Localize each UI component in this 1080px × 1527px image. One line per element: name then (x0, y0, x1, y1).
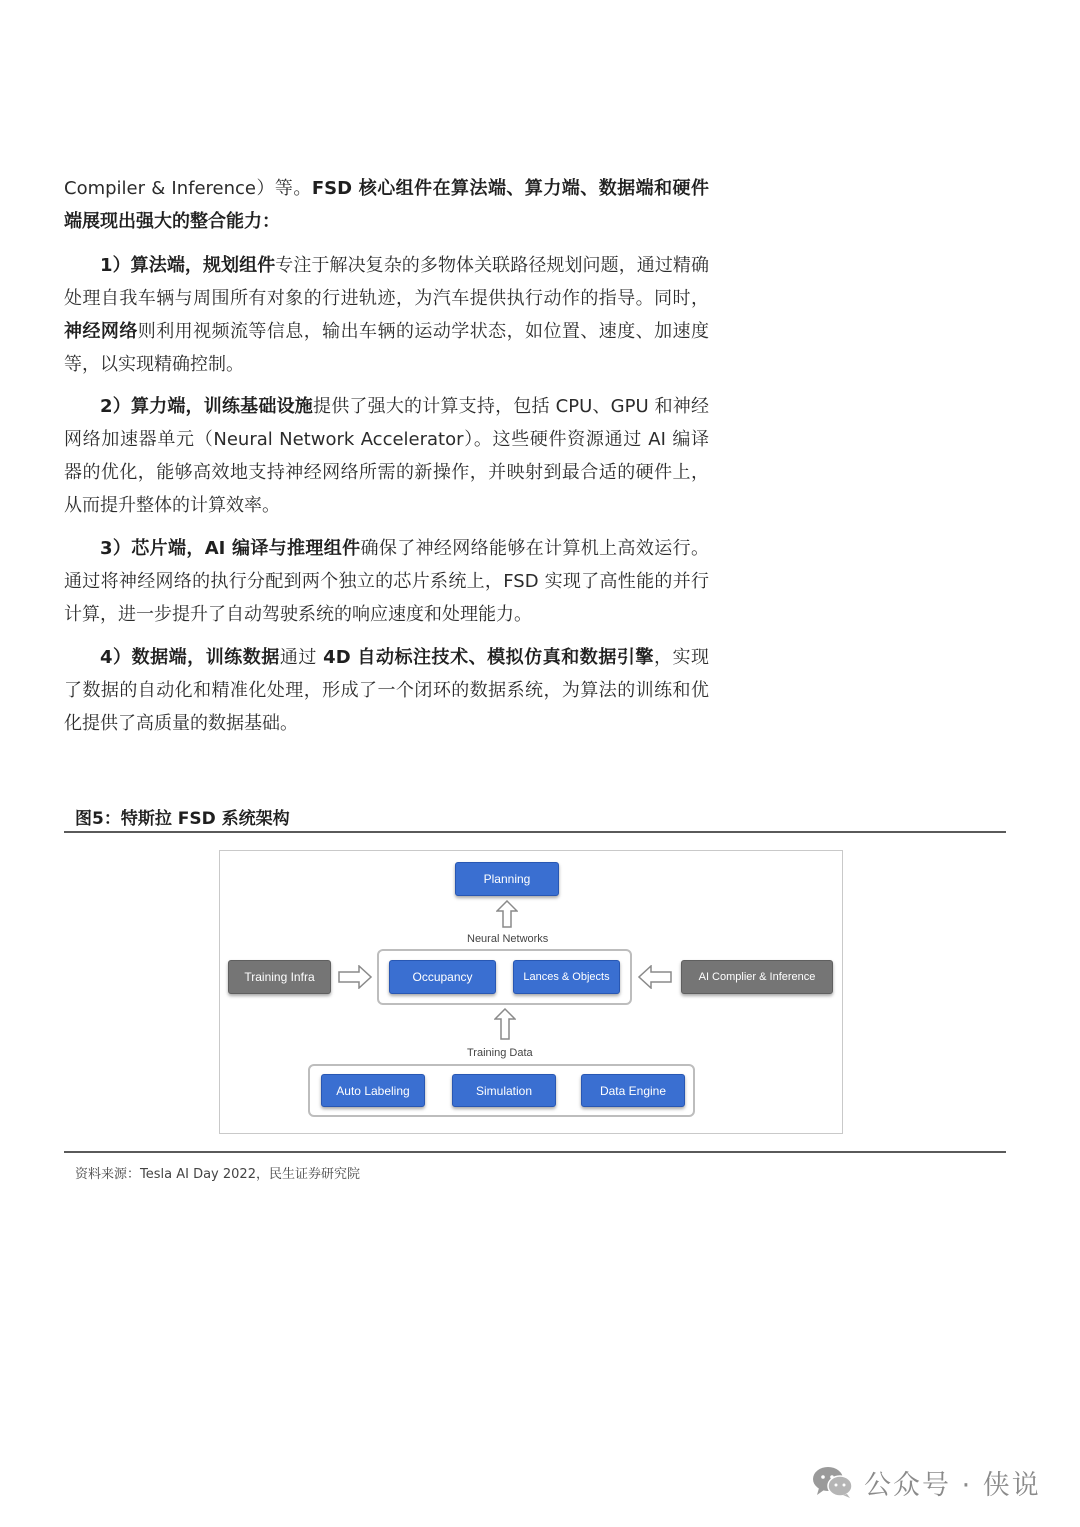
intro-paragraph (64, 172, 709, 238)
up-arrow-icon (496, 900, 518, 928)
fsd-architecture-diagram (219, 850, 843, 1134)
paragraph-chip (64, 532, 709, 631)
left-arrow-icon (638, 965, 672, 989)
paragraph-data (64, 641, 709, 740)
lanes-objects-box: Lances & Objects (513, 960, 620, 994)
simulation-box: Simulation (452, 1074, 556, 1107)
planning-box: Planning (455, 862, 559, 896)
right-arrow-icon (338, 965, 372, 989)
up-arrow-icon (494, 1008, 516, 1040)
wechat-icon (812, 1465, 854, 1499)
ai-compiler-box: AI Complier & Inference (681, 960, 833, 994)
paragraph-algorithm (64, 249, 709, 381)
data-engine-box: Data Engine (581, 1074, 685, 1107)
paragraph-text: ，实现了数据的自动化和精准化处理，形成了一个闭环的数据系统，为算法的训练和优化提供了高质量的数据基础。 (64, 647, 709, 734)
paragraph-text: 则利用视频流等信息，输出车辆的运动学状态，如位置、速度、加速度等，以实现精确控制。 (64, 321, 709, 375)
training-infra-box: Training Infra (228, 960, 331, 994)
paragraph-lead: 1）算法端，规划组件 (100, 255, 276, 276)
paragraph-text: 提供了强大的计算支持，包括 CPU、GPU 和神经网络加速器单元（Neural Network Accelerator）。这些硬件资源通过 AI 编译器的优化，能够高效地支持神经网络所需的新操作，并映射到最合适的硬件上，从而提升整体的计算效率。 (64, 396, 709, 516)
paragraph-lead: 3）芯片端，AI 编译与推理组件 (100, 538, 361, 559)
paragraph-lead: 4）数据端，训练数据 (100, 647, 280, 668)
occupancy-box: Occupancy (389, 960, 496, 994)
paragraph-text: 确保了神经网络能够在计算机上高效运行。通过将神经网络的执行分配到两个独立的芯片系统上，FSD 实现了高性能的并行计算，进一步提升了自动驾驶系统的响应速度和处理能力。 (64, 538, 709, 625)
paragraph-text: 通过 (279, 647, 324, 668)
intro-text: Compiler & Inference）等。 (64, 178, 312, 199)
figure-top-rule (64, 831, 1006, 833)
figure-title: 图5：特斯拉 FSD 系统架构 (75, 809, 290, 829)
training-data-label: Training Data (467, 1047, 533, 1059)
training-data-group (308, 1064, 695, 1117)
figure-bottom-rule (64, 1151, 1006, 1153)
neural-networks-label: Neural Networks (467, 933, 549, 945)
watermark (812, 1462, 1041, 1502)
paragraph-text: 专注于解决复杂的多物体关联路径规划问题，通过精确处理自我车辆与周围所有对象的行进轨迹，为汽车提供执行动作的指导。同时， (64, 255, 709, 309)
paragraph-bold-text: 神经网络 (64, 321, 138, 342)
neural-networks-group (377, 949, 632, 1005)
watermark-text: 公众号 · 侠说 (864, 1469, 1041, 1501)
paragraph-lead: 2）算力端，训练基础设施 (100, 396, 314, 417)
paragraph-bold-text: 4D 自动标注技术、模拟仿真和数据引擎 (323, 647, 654, 668)
paragraph-compute (64, 390, 709, 522)
figure-source: 资料来源：Tesla AI Day 2022，民生证券研究院 (75, 1167, 360, 1182)
auto-labeling-box: Auto Labeling (321, 1074, 425, 1107)
intro-bold-text: FSD 核心组件在算法端、算力端、数据端和硬件端展现出强大的整合能力： (64, 178, 709, 232)
